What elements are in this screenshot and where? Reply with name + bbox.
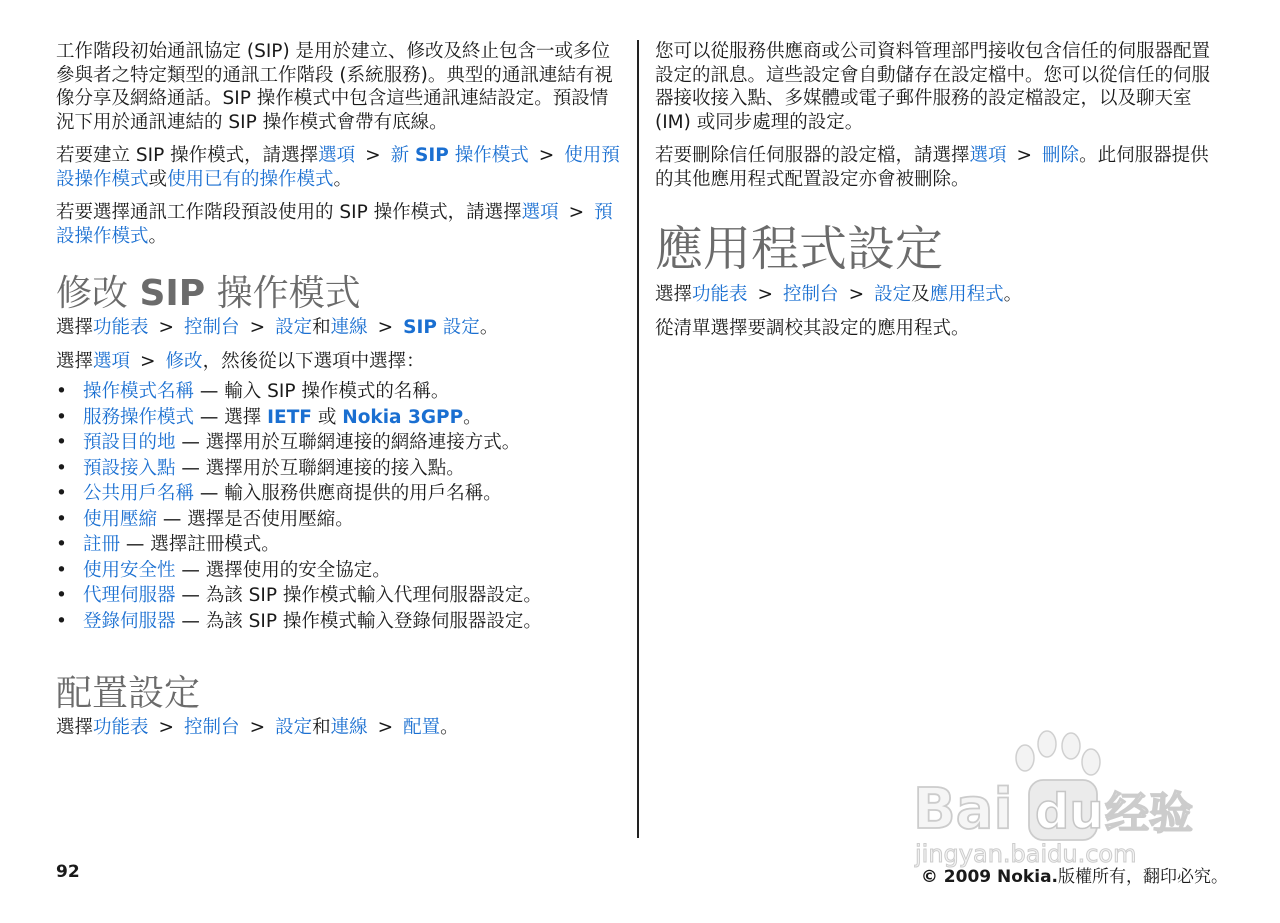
create-sip-profile-instructions: 若要建立 SIP 操作模式，請選擇選項 > 新 SIP 操作模式 > 使用預設操作模式或使用已有的操作模式。 (56, 145, 620, 190)
list-item: • 登錄伺服器 — 為該 SIP 操作模式輸入登錄伺服器設定。 (56, 610, 542, 632)
edit-sip-profile-heading: 修改 SIP 操作模式 (56, 273, 361, 314)
svg-text:jingyan.baidu.com: jingyan.baidu.com (915, 840, 1137, 868)
edit-path-instructions: 選擇功能表 > 控制台 > 設定和連線 > SIP 設定。 (56, 317, 499, 338)
list-item: • 操作模式名稱 — 輸入 SIP 操作模式的名稱。 (56, 381, 450, 402)
option-proxy-server[interactable]: 代理伺服器 (83, 585, 176, 606)
edit-options-instructions: 選擇選項 > 修改，然後從以下選項中選擇： (56, 350, 425, 372)
svg-text:Bai: Bai (913, 777, 1013, 842)
link-connection[interactable]: 連線 (330, 717, 368, 738)
link-menu[interactable]: 功能表 (93, 717, 149, 738)
option-registration[interactable]: 註冊 (83, 534, 121, 555)
config-settings-heading: 配置設定 (56, 673, 201, 714)
link-settings[interactable]: 設定 (275, 317, 313, 338)
delete-profile-instructions: 若要刪除信任伺服器的設定檔，請選擇選項 > 刪除。此伺服器提供的其他應用程式配置設定亦會被刪除。 (655, 145, 1209, 190)
copyright-notice: © 2009 Nokia.版權所有，翻印必究。 (920, 867, 1228, 887)
link-options[interactable]: 選項 (318, 145, 356, 166)
right-column (655, 40, 1225, 350)
option-public-user-name[interactable]: 公共用戶名稱 (83, 483, 195, 504)
list-item: • 預設接入點 — 選擇用於互聯網連接的接入點。 (56, 457, 465, 479)
link-applications[interactable]: 應用程式 (929, 284, 1004, 305)
left-column (56, 40, 624, 750)
link-connection[interactable]: 連線 (330, 317, 368, 338)
link-use-default-profile[interactable]: 使用預設操作模式 (56, 145, 620, 190)
link-delete[interactable]: 刪除 (1042, 145, 1080, 166)
list-item: • 預設目的地 — 選擇用於互聯網連接的網絡連接方式。 (56, 432, 521, 453)
link-options[interactable]: 選項 (969, 145, 1007, 166)
baidu-jingyan-watermark (905, 720, 1205, 880)
list-item: • 使用壓縮 — 選擇是否使用壓縮。 (56, 508, 354, 530)
list-item: • 註冊 — 選擇註冊模式。 (56, 534, 280, 555)
value-ietf: IETF (267, 406, 312, 428)
app-settings-description: 從清單選擇要調校其設定的應用程式。 (655, 317, 970, 339)
link-options[interactable]: 選項 (521, 202, 559, 223)
trusted-server-paragraph: 您可以從服務供應商或公司資料管理部門接收包含信任的伺服器配置設定的訊息。這些設定會自動儲存在設定檔中。您可以從信任的伺服器接收接入點、多媒體或電子郵件服務的設定檔設定，以及聊天室 (IM) 或同步處理的設定。 (655, 41, 1211, 133)
link-use-existing-profile[interactable]: 使用已有的操作模式 (167, 168, 334, 190)
link-menu[interactable]: 功能表 (93, 317, 149, 338)
app-settings-path: 選擇功能表 > 控制台 > 設定及應用程式。 (655, 284, 1023, 305)
svg-text:经验: 经验 (1105, 788, 1193, 839)
link-settings[interactable]: 設定 (874, 284, 912, 305)
link-default-profile[interactable]: 預設操作模式 (56, 202, 613, 247)
option-profile-name[interactable]: 操作模式名稱 (83, 381, 195, 402)
link-control-panel[interactable]: 控制台 (184, 317, 240, 338)
sip-intro-paragraph: 工作階段初始通訊協定 (SIP) 是用於建立、修改及終止包含一或多位參與者之特定類型的通訊工作階段 (系統服務)。典型的通訊連結有視像分享及網絡通話。SIP 操作模式中包含這些通訊連結設定。預設情況下用於通訊連結的 SIP 操作模式會帶有底線。 (56, 41, 613, 133)
list-item: • 代理伺服器 — 為該 SIP 操作模式輸入代理伺服器設定。 (56, 585, 542, 606)
value-nokia-3gpp: Nokia 3GPP (342, 406, 464, 428)
link-edit[interactable]: 修改 (165, 350, 203, 372)
list-item: • 公共用戶名稱 — 輸入服務供應商提供的用戶名稱。 (56, 483, 502, 504)
sip-settings-list (56, 379, 624, 634)
link-control-panel[interactable]: 控制台 (184, 717, 240, 738)
select-default-profile-instructions: 若要選擇通訊工作階段預設使用的 SIP 操作模式，請選擇選項 > 預設操作模式。 (56, 202, 613, 247)
config-path-instructions: 選擇功能表 > 控制台 > 設定和連線 > 配置。 (56, 717, 459, 738)
column-divider (637, 40, 639, 838)
app-settings-heading: 應用程式設定 (655, 221, 944, 277)
link-menu[interactable]: 功能表 (692, 284, 748, 305)
link-settings[interactable]: 設定 (275, 717, 313, 738)
option-use-security[interactable]: 使用安全性 (83, 559, 176, 581)
list-item: • 使用安全性 — 選擇使用的安全協定。 (56, 559, 391, 581)
option-default-destination[interactable]: 預設目的地 (83, 432, 176, 453)
link-sip-settings[interactable]: SIP 設定 (403, 317, 480, 338)
link-new-sip-profile[interactable]: 新 SIP 操作模式 (390, 145, 529, 166)
option-use-compression[interactable]: 使用壓縮 (83, 508, 158, 530)
link-configurations[interactable]: 配置 (403, 717, 441, 738)
page-number: 92 (56, 862, 80, 882)
link-control-panel[interactable]: 控制台 (783, 284, 839, 305)
option-default-access-point[interactable]: 預設接入點 (83, 457, 176, 479)
option-registrar-server[interactable]: 登錄伺服器 (83, 610, 176, 632)
svg-text:du: du (1035, 784, 1104, 840)
option-service-profile[interactable]: 服務操作模式 (83, 406, 195, 428)
list-item: • 服務操作模式 — 選擇 IETF 或 Nokia 3GPP。 (56, 406, 482, 428)
link-options[interactable]: 選項 (93, 350, 131, 372)
